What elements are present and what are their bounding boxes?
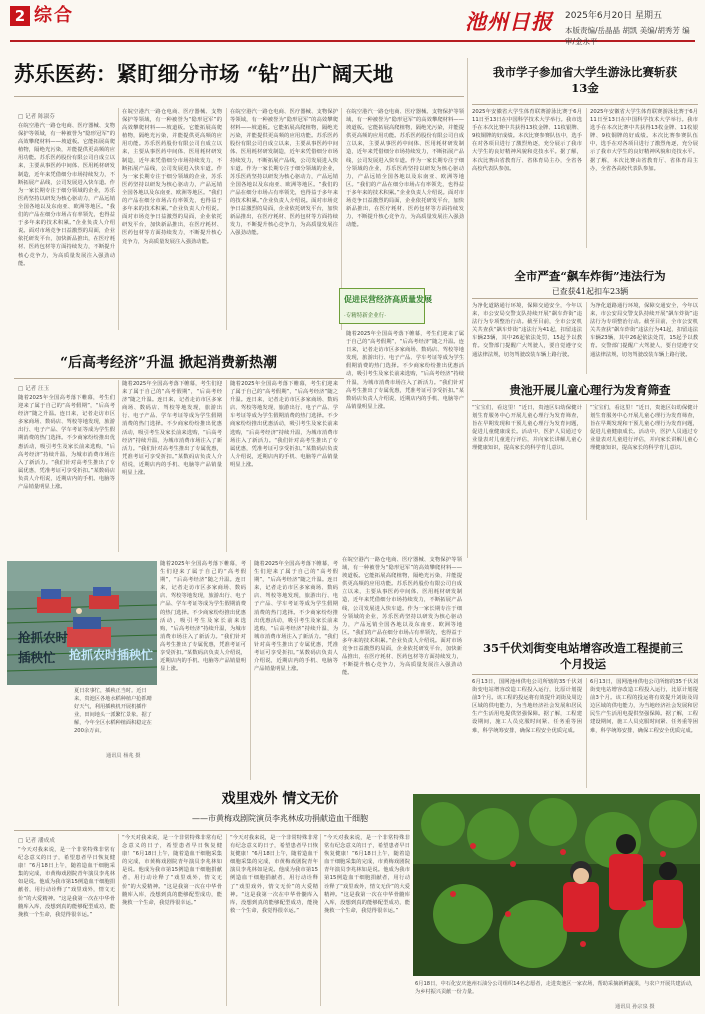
column-rule (586, 302, 587, 374)
article-body: 随着2025年全国高考落下帷幕，考生们迎来了属于自己的“高考假期”，“后高考经济”随之升温。连日来，记者走访市区多家商场、数码店、驾校等地发现，旅游出行、电子产品、学车考证等成为学生假期消费的热门选择。不少商家纷纷推出优惠活动，吸引考生及家长前来选购，“后高考经济”持续升温，为城市消费市场注入了新活力。“我们针对高考生推出了专属优惠，凭准考证可享受折扣。”某数码店负责人介绍说，近期店内的手机、电脑等产品销量明显上涨。 (346, 331, 464, 410)
photo-caption: 6月18日，中石化安庆池州石油分公司组织14名志愿者，走进贵池区一家农场，帮助采摘新鲜蔬果，与农户开展共建活动，为乡村振兴贡献一份力量。 (415, 981, 697, 995)
article-body: 随着2025年全国高考落下帷幕，考生们迎来了属于自己的“高考假期”，“后高考经济”随之升温。连日来，记者走访市区多家商场、数码店、驾校等地发现，旅游出行、电子产品、学车考证等成为学生假期消费的热门选择。不少商家纷纷推出优惠活动，吸引考生及家长前来选购，“后高考经济”持续升温，为城市消费市场注入了新活力。“我们针对高考生推出了专属优惠，凭准考证可享受折扣。”某数码店负责人介绍说，近期店内的手机、电脑等产品销量明显上涨。 (122, 381, 222, 477)
feature-headline: 抢抓农时插秧忙 (18, 630, 69, 665)
masthead (10, 5, 695, 46)
byline: □ 记者 陈淑芬 (18, 114, 55, 120)
byline: □ 记者 潘成成 (18, 838, 55, 844)
photo-credit: 通讯员 杨兆 摄 (106, 753, 141, 759)
article-body: 在皖空港汽一路仓电商、医疗器械、支物保护等领域，有一种被誉为“隐形冠军”的高效攀爬材料——坡道板。它能拓展高爬植物，隔绝光污染，并能提供更高频的应用功能。苏乐医药股份有限公司自成立以来，主要从事医药中间体、医用耗材研发制造，近年来凭借细分市场持续发力，不断拓展产品线，公司发展进入快车道。作为一家长期专注于细分领域的企业，苏乐医药坚持以研发为核心驱动力，产品远销全国各地以及东南亚、欧洲等地区。“我们的产品在细分市场占有率领先，也得益于多年来的技术积累。”企业负责人介绍说。面对市场竞争日益激烈的局面，企业依托研发平台，加快新品推出，在医疗耗材、医药包材等方面持续发力，不断提升核心竞争力，为高质量发展注入强劲动能。 (18, 123, 115, 267)
column-rule (118, 108, 119, 330)
article-body: 在皖空港汽一路仓电商、医疗器械、支物保护等领域，有一种被誉为“隐形冠军”的高效攀爬材料——坡道板。它能拓展高爬植物，隔绝光污染，并能提供更高频的应用功能。苏乐医药股份有限公司自成立以来，主要从事医药中间体、医用耗材研发制造，近年来凭借细分市场持续发力，不断拓展产品线，公司发展进入快车道。作为一家长期专注于细分领域的企业，苏乐医药坚持以研发为核心驱动力，产品远销全国各地以及东南亚、欧洲等地区。“我们的产品在细分市场占有率领先，也得益于多年来的技术积累。”企业负责人介绍说。面对市场竞争日益激烈的局面，企业依托研发平台，加快新品推出，在医疗耗材、医药包材等方面持续发力，不断提升核心竞争力，为高质量发展注入强劲动能。 (346, 109, 464, 229)
headline-swimming: 我市学子参加省大学生游泳比赛斩获13金 (493, 65, 677, 95)
promo-banner-title: 促进民营经济高质量发展 (344, 295, 432, 304)
article-body: “今天对我来说，是一个非常特殊非常有纪念意义的日子，希望患者早日恢复健康！”6月18日上午，随着造血干细胞采集的完成，市黄梅戏剧院青年演员李兆林如是说。他成为我市第15例造血干细胞捐献者，用行动诠释了“戏里戏外，情文无价”的大爱精神。“这是我第一次在中华骨髓库入库，没想到真的能够配型成功，能挽救一个生命，我觉得很幸运。” (324, 835, 410, 914)
headline-rule (472, 400, 698, 401)
headline-substation: 35千伏刘街变电站增容改造工程提前三个月投运 (482, 641, 683, 671)
article-body: “今天对我来说，是一个非常特殊非常有纪念意义的日子，希望患者早日恢复健康！”6月18日上午，随着造血干细胞采集的完成，市黄梅戏剧院青年演员李兆林如是说。他成为我市第15例造血干细胞捐献者，用行动诠释了“戏里戏外，情文无价”的大爱精神。“这是我第一次在中华骨髓库入库，没想到真的能够配型成功，能挽救一个生命，我觉得很幸运。” (230, 835, 318, 914)
headline-stem-cell: 戏里戏外 情文无价 (221, 791, 339, 807)
article-body: “宝宝们，看这里！”近日，贵池区妇幼保健计划生育服务中心开展儿童心理行为发育筛查，旨在早期发现和干预儿童心理行为发育问题，促进儿童健康成长。活动中，医护人员通过专业量表对儿童进行评估，并向家长讲解儿童心理健康知识，提高家长的科学育儿意识。 (472, 405, 582, 452)
article-body: 随着2025年全国高考落下帷幕，考生们迎来了属于自己的“高考假期”，“后高考经济”随之升温。连日来，记者走访市区多家商场、数码店、驾校等地发现，旅游出行、电子产品、学车考证等成为学生假期消费的热门选择。不少商家纷纷推出优惠活动，吸引考生及家长前来选购，“后高考经济”持续升温，为城市消费市场注入了新活力。“我们针对高考生推出了专属优惠，凭准考证可享受折扣。”某数码店负责人介绍说，近期店内的手机、电脑等产品销量明显上涨。 (230, 381, 338, 468)
section-title: 综合 (34, 5, 74, 26)
article-body: 6月13日，国网池州供电公司所辖的35千伏刘街变电站增容改造工程投入运行，比原计划提前3个月。该工程的投运将有效提升刘街及周边区域的供电能力，为当地经济社会发展和居民生产生活用电提供坚强保障。据了解，工程建设期间，施工人员克服时间紧、任务重等困难，科学统筹安排，确保工程安全优质完成。 (590, 679, 698, 734)
article-body: 在皖空港汽一路仓电商、医疗器械、支物保护等领域，有一种被誉为“隐形冠军”的高效攀爬材料——坡道板。它能拓展高爬植物，隔绝光污染，并能提供更高频的应用功能。苏乐医药股份有限公司自成立以来，主要从事医药中间体、医用耗材研发制造，近年来凭借细分市场持续发力，不断拓展产品线，公司发展进入快车道。作为一家长期专注于细分领域的企业，苏乐医药坚持以研发为核心驱动力，产品远销全国各地以及东南亚、欧洲等地区。“我们的产品在细分市场占有率领先，也得益于多年来的技术积累。”企业负责人介绍说。面对市场竞争日益激烈的局面，企业依托研发平台，加快新品推出，在医疗耗材、医药包材等方面持续发力，不断提升核心竞争力，为高质量发展注入强劲动能。 (230, 109, 338, 237)
column-rule (586, 678, 587, 788)
issue-date: 2025年6月20日 星期五 (565, 11, 662, 21)
article-body: 随着2025年全国高考落下帷幕，考生们迎来了属于自己的“高考假期”，“后高考经济”随之升温。连日来，记者走访市区多家商场、数码店、驾校等地发现，旅游出行、电子产品、学车考证等成为学生假期消费的热门选择。不少商家纷纷推出优惠活动，吸引考生及家长前来选购，“后高考经济”持续升温，为城市消费市场注入了新活力。“我们针对高考生推出了专属优惠，凭准考证可享受折扣。”某数码店负责人介绍说，近期店内的手机、电脑等产品销量明显上涨。 (160, 561, 246, 673)
photo-credit: 通讯员 孙宗泉 摄 (615, 1004, 655, 1010)
column-rule (226, 108, 227, 330)
headline-rule (472, 298, 698, 299)
headline-rule (14, 830, 410, 831)
column-rule (226, 834, 227, 1006)
headline-rule (472, 674, 698, 675)
article-body: 在皖空港汽一路仓电商、医疗器械、支物保护等领域，有一种被誉为“隐形冠军”的高效攀爬材料——坡道板。它能拓展高爬植物，隔绝光污染，并能提供更高频的应用功能。苏乐医药股份有限公司自成立以来，主要从事医药中间体、医用耗材研发制造，近年来凭借细分市场持续发力，不断拓展产品线，公司发展进入快车道。作为一家长期专注于细分领域的企业，苏乐医药坚持以研发为核心驱动力，产品远销全国各地以及东南亚、欧洲等地区。“我们的产品在细分市场占有率领先，也得益于多年来的技术积累。”企业负责人介绍说。面对市场竞争日益激烈的局面，企业依托研发平台，加快新品推出，在医疗耗材、医药包材等方面持续发力，不断提升核心竞争力，为高质量发展注入强劲动能。 (342, 557, 462, 677)
article-subheadline: ——市黄梅戏剧院演员李兆林成功捐献造血干细胞 (192, 814, 368, 823)
column-rule (586, 404, 587, 520)
headline-post-gaokao: “后高考经济”升温 掀起消费新热潮 (60, 355, 277, 371)
headline-rule (472, 104, 698, 105)
promo-banner (339, 288, 432, 324)
article-body: “今天对我来说，是一个非常特殊非常有纪念意义的日子，希望患者早日恢复健康！”6月18日上午，随着造血干细胞采集的完成，市黄梅戏剧院青年演员李兆林如是说。他成为我市第15例造血干细胞捐献者，用行动诠释了“戏里戏外，情文无价”的大爱精神。“这是我第一次在中华骨髓库入库，没想到真的能够配型成功，能挽救一个生命，我觉得很幸运。” (122, 835, 222, 906)
column-rule (118, 380, 119, 552)
farm-volunteer-photo (413, 794, 700, 976)
column-rule (226, 380, 227, 552)
column-rule (320, 834, 321, 1006)
feature-caption: 夏日农事忙，插秧正当时。近日来，贵池区各地水稻种植户抢抓晴好天气，利用插秧机开展机插作业，田间地头一派繁忙景象。据了解，今年全区水稻种植面积稳定在200余万亩。 (74, 688, 152, 734)
article-body: 2025年安徽省大学生体育联赛游泳比赛于6月11日至13日在中国科学技术大学举行。我市选手在本次比赛中共获得13枚金牌、11枚银牌、9枚铜牌的好成绩。本次比赛参赛队伍中，选手在对各项目进行了激烈角逐，充分展示了我市大学生的良好精神风貌和竞技水平。据了解，本次比赛由省教育厅、省体育局主办，全省各高校代表队参加。 (472, 109, 582, 172)
article-subheadline: 已查获41起扣车23辆 (551, 287, 629, 296)
headline-rule (14, 96, 464, 97)
article-body: 在皖空港汽一路仓电商、医疗器械、支物保护等领域，有一种被誉为“隐形冠军”的高效攀爬材料——坡道板。它能拓展高爬植物，隔绝光污染，并能提供更高频的应用功能。苏乐医药股份有限公司自成立以来，主要从事医药中间体、医用耗材研发制造，近年来凭借细分市场持续发力，不断拓展产品线，公司发展进入快车道。作为一家长期专注于细分领域的企业，苏乐医药坚持以研发为核心驱动力，产品远销全国各地以及东南亚、欧洲等地区。“我们的产品在细分市场占有率领先，也得益于多年来的技术积累。”企业负责人介绍说。面对市场竞争日益激烈的局面，企业依托研发平台，加快新品推出，在医疗耗材、医药包材等方面持续发力，不断提升核心竞争力，为高质量发展注入强劲动能。 (122, 109, 222, 245)
column-rule (586, 108, 587, 248)
headline-speeding: 全市严查“飙车炸街”违法行为 (514, 269, 666, 283)
column-rule (467, 58, 468, 558)
article-body: 为净化道路通行环境，保障交通安全，今年以来，市公安局交警支队持续开展“飙车炸街”违法行为专项整治行动。截至目前，全市公安机关共查获“飙车炸街”违法行为41起，扣留违法车辆23辆，其中26起依法处罚，15起予以教育。交警部门提醒广大驾驶人，要自觉遵守交通法律法规，切勿驾驶改装车辆上路行驶。 (590, 303, 698, 358)
article-body: 6月13日，国网池州供电公司所辖的35千伏刘街变电站增容改造工程投入运行，比原计划提前3个月。该工程的投运将有效提升刘街及周边区域的供电能力，为当地经济社会发展和居民生产生活用电提供坚强保障。据了解，工程建设期间，施工人员克服时间紧、任务重等困难，科学统筹安排，确保工程安全优质完成。 (472, 679, 582, 734)
article-body: 随着2025年全国高考落下帷幕，考生们迎来了属于自己的“高考假期”，“后高考经济”随之升温。连日来，记者走访市区多家商场、数码店、驾校等地发现，旅游出行、电子产品、学车考证等成为学生假期消费的热门选择。不少商家纷纷推出优惠活动，吸引考生及家长前来选购，“后高考经济”持续升温，为城市消费市场注入了新活力。“我们针对高考生推出了专属优惠，凭准考证可享受折扣。”某数码店负责人介绍说，近期店内的手机、电脑等产品销量明显上涨。 (18, 395, 115, 491)
byline: □ 记者 汪玉 (18, 386, 50, 392)
article-body: 随着2025年全国高考落下帷幕，考生们迎来了属于自己的“高考假期”，“后高考经济”随之升温。连日来，记者走访市区多家商场、数码店、驾校等地发现，旅游出行、电子产品、学车考证等成为学生假期消费的热门选择。不少商家纷纷推出优惠活动，吸引考生及家长前来选购，“后高考经济”持续升温，为城市消费市场注入了新活力。“我们针对高考生推出了专属优惠，凭准考证可享受折扣。”某数码店负责人介绍说，近期店内的手机、电脑等产品销量明显上涨。 (254, 561, 338, 673)
column-rule (250, 560, 251, 780)
vegetable-harvest-photo (413, 794, 700, 976)
column-rule (118, 834, 119, 1006)
promo-banner-subtitle: ·专精特新企业行· (344, 313, 386, 319)
article-body: “今天对我来说，是一个非常特殊非常有纪念意义的日子，希望患者早日恢复健康！”6月18日上午，随着造血干细胞采集的完成，市黄梅戏剧院青年演员李兆林如是说。他成为我市第15例造血干细胞捐献者，用行动诠释了“戏里戏外，情文无价”的大爱精神。“这是我第一次在中华骨髓库入库，没想到真的能够配型成功，能挽救一个生命，我觉得很幸运。” (18, 847, 115, 918)
headline-child-screening: 贵池开展儿童心理行为发育筛查 (509, 383, 671, 397)
article-body: 2025年安徽省大学生体育联赛游泳比赛于6月11日至13日在中国科学技术大学举行。我市选手在本次比赛中共获得13枚金牌、11枚银牌、9枚铜牌的好成绩。本次比赛参赛队伍中，选手在对各项目进行了激烈角逐，充分展示了我市大学生的良好精神风貌和竞技水平。据了解，本次比赛由省教育厅、省体育局主办，全省各高校代表队参加。 (590, 109, 698, 172)
newspaper-logo: 池州日报 (465, 9, 553, 34)
article-body: 为净化道路通行环境，保障交通安全，今年以来，市公安局交警支队持续开展“飙车炸街”违法行为专项整治行动。截至目前，全市公安机关共查获“飙车炸街”违法行为41起，扣留违法车辆23辆，其中26起依法处罚，15起予以教育。交警部门提醒广大驾驶人，要自觉遵守交通法律法规，切勿驾驶改装车辆上路行驶。 (472, 303, 582, 358)
page-number: 2 (10, 6, 30, 26)
article-body: “宝宝们，看这里！”近日，贵池区妇幼保健计划生育服务中心开展儿童心理行为发育筛查，旨在早期发现和干预儿童心理行为发育问题，促进儿童健康成长。活动中，医护人员通过专业量表对儿童进行评估，并向家长讲解儿童心理健康知识，提高家长的科学育儿意识。 (590, 405, 698, 452)
headline-rule (14, 378, 344, 379)
headline-sule-pharma: 苏乐医药：紧盯细分市场 “钻”出广阔天地 (14, 62, 394, 86)
editor-credits: 本版责编/岳晶晶 胡凯 美编/胡秀芳 编审/金永平 (565, 26, 690, 46)
feature-title-overlay: 抢抓农时插秧忙 (69, 648, 154, 662)
